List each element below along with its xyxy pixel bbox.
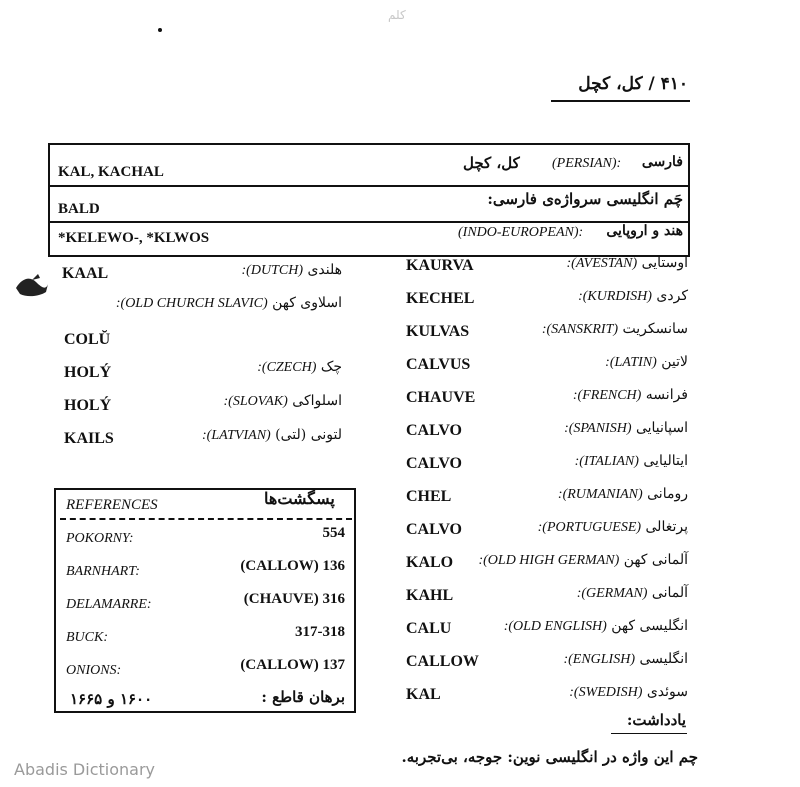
list-item-word: CALVO	[406, 422, 462, 439]
reference-value: (CALLOW) 136	[240, 558, 345, 574]
list-item-language: فرانسه (FRENCH):	[572, 387, 688, 403]
reference-name: ONIONS:	[66, 663, 122, 678]
entry-row-persian	[50, 145, 688, 187]
main-entry-box	[48, 143, 690, 257]
ink-dot	[158, 28, 162, 32]
entry-row-english-meaning	[50, 187, 688, 223]
list-item-word: KECHEL	[406, 290, 475, 307]
list-item-language: اوستایی (AVESTAN):	[566, 255, 688, 271]
list-item-language: لاتین (LATIN):	[605, 354, 688, 370]
persian-word: کل، کچل	[463, 154, 520, 172]
list-item-language: انگلیسی کهن (OLD ENGLISH):	[503, 618, 688, 634]
burhan-label: برهان قاطع :	[261, 688, 345, 706]
entry-latin-persian: KAL, KACHAL	[58, 164, 164, 180]
list-item-language: اسلاوی کهن (OLD CHURCH SLAVIC):	[115, 295, 342, 311]
list-item-word: HOLÝ	[64, 397, 112, 414]
list-item-word: KAURVA	[406, 257, 474, 274]
notes-rule	[611, 733, 687, 734]
reference-value: (CALLOW) 137	[240, 657, 345, 673]
list-item-word: CALLOW	[406, 653, 479, 670]
reference-name: BARNHART:	[66, 564, 140, 579]
english-meaning-label: چَم انگلیسی سرواژه‌ی فارسی:	[487, 190, 683, 208]
list-item-word: CHEL	[406, 488, 452, 505]
persian-english-label: (PERSIAN):	[552, 156, 622, 171]
list-item-word: CALU	[406, 620, 452, 637]
references-title-fa: پسگشت‌ها	[264, 489, 335, 508]
list-item-word: HOLÝ	[64, 364, 112, 381]
header-rule	[551, 100, 690, 102]
list-item-language: پرتغالی (PORTUGUESE):	[537, 519, 688, 535]
entry-row-indo-european	[50, 223, 688, 255]
list-item-language: آلمانی (GERMAN):	[576, 585, 688, 601]
list-item-language: ایتالیایی (ITALIAN):	[574, 453, 688, 469]
list-item-language: اسپانیایی (SPANISH):	[564, 420, 688, 436]
watermark: Abadis Dictionary	[14, 760, 155, 779]
list-item-word: KAL	[406, 686, 441, 703]
reference-name: DELAMARRE:	[66, 597, 152, 612]
burhan-value: ۱۶۰۰ و ۱۶۶۵	[70, 690, 153, 708]
list-item-language: کردی (KURDISH):	[578, 288, 688, 304]
list-item-word: CHAUVE	[406, 389, 476, 406]
list-item-word: CALVUS	[406, 356, 471, 373]
ink-smudge-icon	[12, 270, 52, 300]
reference-value: 554	[322, 525, 345, 541]
list-item-word: KAAL	[62, 265, 109, 282]
reference-name: POKORNY:	[66, 531, 134, 546]
references-title-en: REFERENCES	[66, 497, 158, 513]
top-label: کلم	[388, 8, 406, 22]
pie-persian-label: هند و اروپایی	[606, 223, 683, 239]
list-item-language: سانسکریت (SANSKRIT):	[541, 321, 688, 337]
list-item-word: CALVO	[406, 455, 462, 472]
page-header: ۴۱۰ / کل، کچل	[578, 74, 688, 94]
list-item-language: اسلواکی (SLOVAK):	[223, 393, 342, 409]
reference-value: (CHAUVE) 316	[243, 591, 345, 607]
list-item-language: چک (CZECH):	[257, 359, 342, 375]
list-item-language: انگلیسی (ENGLISH):	[563, 651, 688, 667]
list-item-word: COLŬ	[64, 331, 111, 348]
list-item-word: KAILS	[64, 430, 114, 447]
list-item-word: KALO	[406, 554, 454, 571]
list-item-language: هلندی (DUTCH):	[241, 262, 342, 278]
reference-value: 317-318	[295, 624, 345, 640]
list-item-language: آلمانی کهن (OLD HIGH GERMAN):	[478, 552, 688, 568]
references-divider	[60, 518, 352, 520]
list-item-word: CALVO	[406, 521, 462, 538]
reference-name: BUCK:	[66, 630, 108, 645]
persian-label: فارسی	[641, 154, 683, 170]
pie-english-label: (INDO-EUROPEAN):	[458, 225, 584, 240]
notes-heading: یادداشت:	[626, 711, 686, 729]
notes-text: چم این واژه در انگلیسی نوین: جوجه، بی‌تجربه.	[401, 748, 698, 766]
list-item-language: سوئدی (SWEDISH):	[569, 684, 688, 700]
entry-latin-pie: *KELEWO-, *KLWOS	[58, 230, 210, 246]
list-item-word: KAHL	[406, 587, 454, 604]
entry-latin-english: BALD	[58, 201, 100, 217]
list-item-language: رومانی (RUMANIAN):	[557, 486, 688, 502]
list-item-language: لتونی (لتی) (LATVIAN):	[202, 427, 342, 443]
list-item-word: KULVAS	[406, 323, 470, 340]
